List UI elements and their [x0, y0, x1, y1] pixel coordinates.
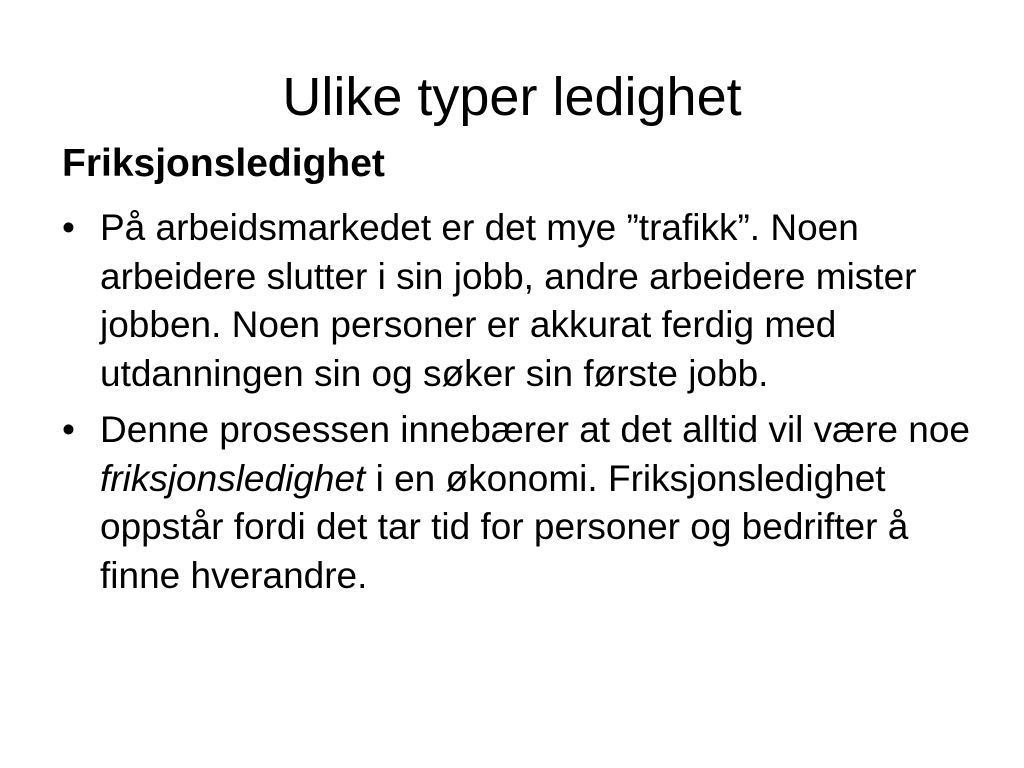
section-heading: Friksjonsledighet: [62, 142, 385, 185]
bullet-item: [62, 406, 972, 600]
bullet-list: [62, 204, 972, 608]
emphasized-term: friksjonsledighet: [100, 457, 366, 499]
bullet-text: [100, 409, 970, 596]
bullet-marker: •: [62, 207, 75, 248]
bullet-text-end: i en økonomi. Friksjonsledighet oppstår fordi det tar tid for personer og bedrifter å finne hverandre.: [100, 457, 909, 596]
bullet-marker: •: [62, 409, 75, 450]
slide-title: Ulike typer ledighet: [282, 67, 742, 127]
bullet-text-start: Denne prosessen innebærer at det alltid vil være noe: [100, 409, 970, 450]
bullet-item: [62, 204, 972, 398]
bullet-text: På arbeidsmarkedet er det mye ”trafikk”. Noen arbeidere slutter i sin jobb, andre arbeidere mister jobben. Noen personer er akkurat ferdig med utdanningen sin og søker sin første jobb.: [100, 207, 917, 394]
